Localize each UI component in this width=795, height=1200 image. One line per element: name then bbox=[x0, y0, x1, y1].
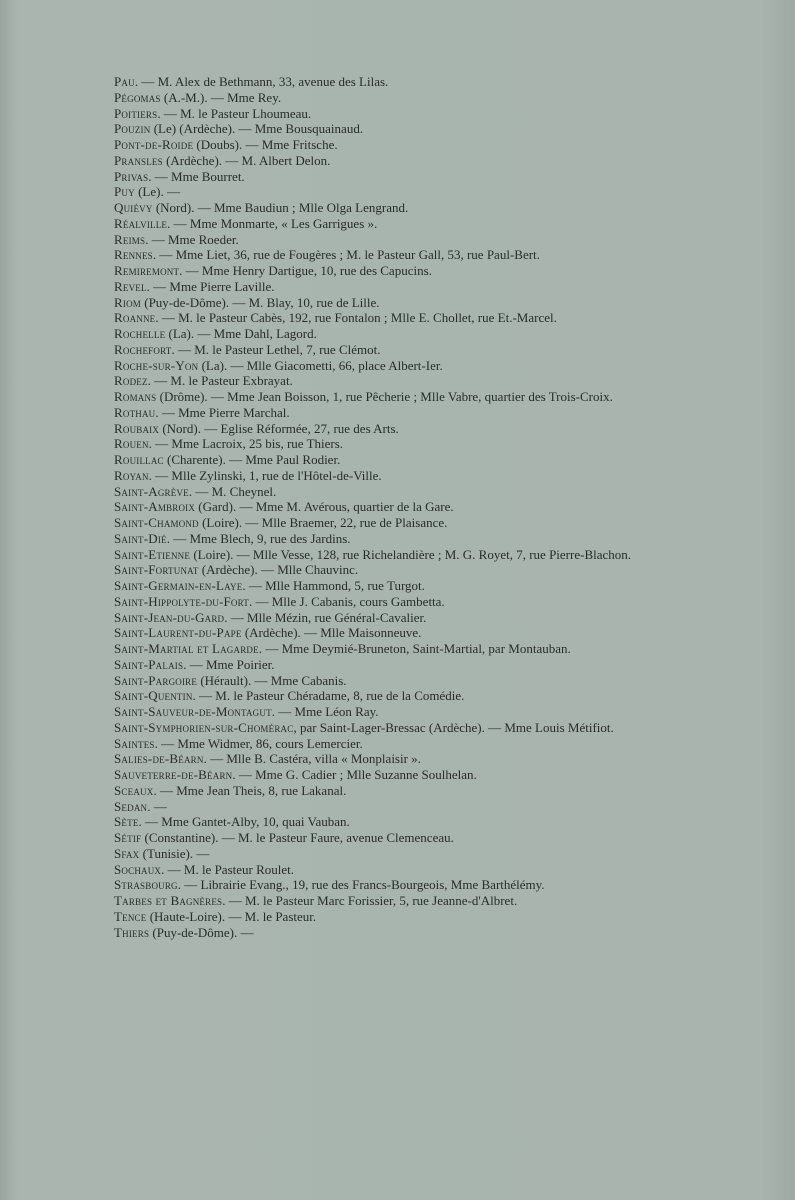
list-item bbox=[114, 767, 644, 783]
list-item bbox=[114, 342, 644, 358]
list-item bbox=[114, 121, 644, 137]
entry-text: . — Mlle Hammond, 5, rue Turgot. bbox=[242, 578, 425, 593]
list-item bbox=[114, 452, 644, 468]
entry-text: . — Mme Deymié-Bruneton, Saint-Martial, par Montauban. bbox=[258, 641, 571, 656]
entry-text: (Constantine). — M. le Pasteur Faure, avenue Clemenceau. bbox=[141, 830, 454, 845]
list-item bbox=[114, 720, 644, 736]
place-name: Puy bbox=[114, 184, 135, 200]
list-item bbox=[114, 200, 644, 216]
entry-text: . — Librairie Evang., 19, rue des Francs-Bourgeois, Mme Barthélémy. bbox=[177, 877, 545, 893]
address-list bbox=[114, 74, 644, 940]
list-item bbox=[114, 862, 644, 878]
entry-text: (Le) (Ardèche). — Mme Bousquainaud. bbox=[150, 121, 364, 137]
entry-text: (Haute-Loire). — M. le Pasteur. bbox=[146, 908, 317, 924]
place-name: Rothau bbox=[114, 404, 156, 420]
place-name: Réalville bbox=[114, 215, 168, 231]
place-name: Rochelle bbox=[114, 326, 166, 341]
entry-text: (Nord). — Eglise Réformée, 27, rue des Arts. bbox=[159, 420, 399, 436]
place-name: Rouen bbox=[114, 436, 149, 452]
place-name: Romans bbox=[114, 389, 157, 404]
entry-text: (Charente). — Mme Paul Rodier. bbox=[163, 452, 341, 467]
place-name: Saint-Germain-en-Laye bbox=[114, 578, 243, 593]
entry-text: . — Mme G. Cadier ; Mlle Suzanne Soulhelan. bbox=[232, 767, 477, 782]
place-name: Rouillac bbox=[114, 452, 164, 467]
list-item bbox=[114, 673, 644, 689]
place-name: Sauveterre-de-Béarn bbox=[114, 767, 233, 782]
entry-text: (Loire). — Mlle Vesse, 128, rue Richelandière ; M. G. Royet, 7, rue Pierre-Blachon. bbox=[190, 546, 632, 562]
entry-text: . — Mlle Mézin, rue Général-Cavalier. bbox=[224, 609, 427, 625]
entry-text: . — Mme Jean Theis, 8, rue Lakanal. bbox=[153, 782, 347, 798]
place-name: Saint-Martial et Lagarde bbox=[114, 641, 259, 656]
place-name: Saint-Palais bbox=[114, 656, 184, 672]
place-name: Roanne bbox=[114, 310, 156, 326]
place-name: Pont-de-Roide bbox=[114, 137, 194, 152]
entry-text: (Ardèche). — M. Albert Delon. bbox=[162, 152, 331, 168]
list-item bbox=[114, 688, 644, 704]
list-item bbox=[114, 625, 644, 641]
list-item bbox=[114, 405, 644, 421]
list-item bbox=[114, 247, 644, 263]
entry-text: . — Mme Léon Ray. bbox=[271, 704, 379, 719]
entry-text: (La). — Mme Dahl, Lagord. bbox=[165, 326, 317, 341]
entry-text: (Puy-de-Dôme). — bbox=[149, 924, 254, 940]
entry-text: . — M. Alex de Bethmann, 33, avenue des Lilas. bbox=[134, 74, 389, 89]
list-item bbox=[114, 641, 644, 657]
place-name: Riom bbox=[114, 294, 141, 310]
list-item bbox=[114, 184, 644, 200]
entry-text: . — Mme Blech, 9, rue des Jardins. bbox=[166, 530, 351, 546]
entry-text: . — M. le Pasteur Exbrayat. bbox=[147, 373, 293, 389]
entry-text: . — M. le Pasteur Lethel, 7, rue Clémot. bbox=[171, 341, 381, 357]
place-name: Salies-de-Béarn bbox=[114, 751, 204, 767]
place-name: Saint-Etienne bbox=[114, 546, 191, 562]
list-item bbox=[114, 909, 644, 925]
list-item bbox=[114, 153, 644, 169]
entry-text: . — Mlle B. Castéra, villa « Monplaisir ». bbox=[203, 751, 421, 767]
list-item bbox=[114, 846, 644, 862]
entry-text: . — bbox=[147, 798, 167, 814]
place-name: Reims bbox=[114, 231, 146, 247]
entry-text: . — Mme Roeder. bbox=[145, 231, 239, 247]
entry-text: (Le). — bbox=[134, 184, 180, 200]
place-name: Pouzin bbox=[114, 121, 151, 137]
place-name: Saint-Symphorien-sur-Chomérac bbox=[114, 719, 294, 735]
entry-text: . — M. le Pasteur Roulet. bbox=[161, 861, 295, 877]
entry-text: , par Saint-Lager-Bressac (Ardèche). — Mme Louis Métifiot. bbox=[293, 719, 614, 735]
entry-text: (Gard). — Mme M. Avérous, quartier de la Gare. bbox=[195, 499, 454, 515]
list-item bbox=[114, 610, 644, 626]
list-item bbox=[114, 373, 644, 389]
place-name: Sfax bbox=[114, 845, 140, 861]
list-item bbox=[114, 358, 644, 374]
list-item bbox=[114, 925, 644, 941]
entry-text: . — Mme Lacroix, 25 bis, rue Thiers. bbox=[148, 436, 344, 452]
entry-text: . — Mme Bourret. bbox=[148, 168, 245, 184]
list-item bbox=[114, 751, 644, 767]
entry-text: . — Mme Gantet-Alby, 10, quai Vauban. bbox=[138, 814, 350, 830]
entry-text: (Ardèche). — Mlle Chauvinc. bbox=[198, 562, 359, 578]
entry-text: (Ardèche). — Mlle Maisonneuve. bbox=[241, 625, 422, 641]
list-item bbox=[114, 547, 644, 563]
list-item bbox=[114, 263, 644, 279]
entry-text: (Doubs). — Mme Fritsche. bbox=[193, 137, 338, 152]
entry-text: . — Mme Henry Dartigue, 10, rue des Capucins. bbox=[179, 263, 432, 278]
place-name: Rochefort bbox=[114, 341, 172, 357]
list-item bbox=[114, 799, 644, 815]
entry-text: (Tunisie). — bbox=[139, 845, 210, 861]
list-item bbox=[114, 515, 644, 531]
place-name: Pégomas bbox=[114, 89, 161, 105]
place-name: Roubaix bbox=[114, 420, 160, 436]
place-name: Revel bbox=[114, 278, 147, 294]
place-name: Pau bbox=[114, 74, 135, 89]
place-name: Sétif bbox=[114, 830, 142, 845]
list-item bbox=[114, 106, 644, 122]
entry-text: . — M. le Pasteur Chéradame, 8, rue de la Comédie. bbox=[192, 688, 465, 704]
list-item bbox=[114, 74, 644, 90]
entry-text: . — M. le Pasteur Cabès, 192, rue Fontalon ; Mlle E. Chollet, rue Et.-Marcel. bbox=[155, 310, 557, 326]
list-item bbox=[114, 877, 644, 893]
place-name: Strasbourg bbox=[114, 877, 178, 893]
place-name: Thiers bbox=[114, 924, 150, 940]
place-name: Rennes bbox=[114, 247, 153, 263]
place-name: Saint-Agrève bbox=[114, 483, 189, 499]
place-name: Saint-Quentin bbox=[114, 688, 193, 704]
entry-text: . — M. le Pasteur Marc Forissier, 5, rue Jeanne-d'Albret. bbox=[222, 893, 518, 908]
list-item bbox=[114, 232, 644, 248]
entry-text: . — M. Cheynel. bbox=[188, 483, 277, 499]
entry-text: . — M. le Pasteur Lhoumeau. bbox=[157, 105, 312, 121]
entry-text: (A.-M.). — Mme Rey. bbox=[160, 89, 282, 105]
place-name: Sète bbox=[114, 814, 139, 830]
list-item bbox=[114, 295, 644, 311]
list-item bbox=[114, 216, 644, 232]
place-name: Saint-Sauveur-de-Montagut bbox=[114, 704, 272, 719]
entry-text: . — Mme Pierre Marchal. bbox=[155, 404, 290, 420]
list-item bbox=[114, 531, 644, 547]
list-item bbox=[114, 468, 644, 484]
list-item bbox=[114, 814, 644, 830]
list-item bbox=[114, 830, 644, 846]
place-name: Saint-Pargoire bbox=[114, 672, 198, 688]
place-name: Sedan bbox=[114, 798, 148, 814]
place-name: Tarbes et Bagnères bbox=[114, 893, 223, 908]
place-name: Saint-Chamond bbox=[114, 515, 199, 530]
place-name: Saint-Laurent-du-Pape bbox=[114, 625, 242, 641]
list-item bbox=[114, 169, 644, 185]
place-name: Sochaux bbox=[114, 861, 162, 877]
entry-text: . — Mlle Zylinski, 1, rue de l'Hôtel-de-Ville. bbox=[148, 467, 382, 483]
list-item bbox=[114, 137, 644, 153]
place-name: Roche-sur-Yon bbox=[114, 357, 199, 373]
entry-text: (Hérault). — Mme Cabanis. bbox=[197, 672, 347, 688]
list-item bbox=[114, 436, 644, 452]
place-name: Privas bbox=[114, 168, 149, 184]
entry-text: (Drôme). — Mme Jean Boisson, 1, rue Pêcherie ; Mlle Vabre, quartier des Trois-Croix. bbox=[156, 389, 613, 404]
place-name: Saint-Ambroix bbox=[114, 499, 196, 515]
place-name: Saintes bbox=[114, 735, 155, 751]
list-item bbox=[114, 736, 644, 752]
place-name: Pransles bbox=[114, 152, 163, 168]
list-item bbox=[114, 562, 644, 578]
entry-text: . — Mlle J. Cabanis, cours Gambetta. bbox=[249, 593, 445, 609]
list-item bbox=[114, 578, 644, 594]
list-item bbox=[114, 594, 644, 610]
entry-text: . — Mme Widmer, 86, cours Lemercier. bbox=[154, 735, 363, 751]
entry-text: (La). — Mlle Giacometti, 66, place Albert-Ier. bbox=[198, 357, 443, 373]
list-item bbox=[114, 499, 644, 515]
list-item bbox=[114, 657, 644, 673]
place-name: Quiévy bbox=[114, 200, 153, 215]
entry-text: (Loire). — Mlle Braemer, 22, rue de Plaisance. bbox=[198, 515, 448, 530]
list-item bbox=[114, 326, 644, 342]
entry-text: . — Mme Poirier. bbox=[183, 656, 275, 672]
place-name: Saint-Dié bbox=[114, 530, 167, 546]
entry-text: . — Mme Liet, 36, rue de Fougères ; M. le Pasteur Gall, 53, rue Paul-Bert. bbox=[152, 247, 540, 263]
entry-text: (Puy-de-Dôme). — M. Blay, 10, rue de Lille. bbox=[140, 294, 380, 310]
place-name: Remiremont bbox=[114, 263, 180, 278]
list-item bbox=[114, 704, 644, 720]
place-name: Saint-Hippolyte-du-Fort bbox=[114, 593, 249, 609]
list-item bbox=[114, 783, 644, 799]
list-item bbox=[114, 893, 644, 909]
list-item bbox=[114, 421, 644, 437]
list-item bbox=[114, 279, 644, 295]
place-name: Tence bbox=[114, 908, 147, 924]
entry-text: (Nord). — Mme Baudiun ; Mlle Olga Lengrand. bbox=[152, 200, 409, 215]
place-name: Saint-Jean-du-Gard bbox=[114, 609, 225, 625]
place-name: Poitiers bbox=[114, 105, 158, 121]
place-name: Saint-Fortunat bbox=[114, 562, 199, 578]
place-name: Sceaux bbox=[114, 782, 154, 798]
list-item bbox=[114, 90, 644, 106]
list-item bbox=[114, 389, 644, 405]
entry-text: . — Mme Monmarte, « Les Garrigues ». bbox=[167, 215, 378, 231]
entry-text: . — Mme Pierre Laville. bbox=[146, 278, 275, 294]
place-name: Rodez bbox=[114, 373, 148, 389]
list-item bbox=[114, 310, 644, 326]
place-name: Royan bbox=[114, 467, 149, 483]
list-item bbox=[114, 484, 644, 500]
